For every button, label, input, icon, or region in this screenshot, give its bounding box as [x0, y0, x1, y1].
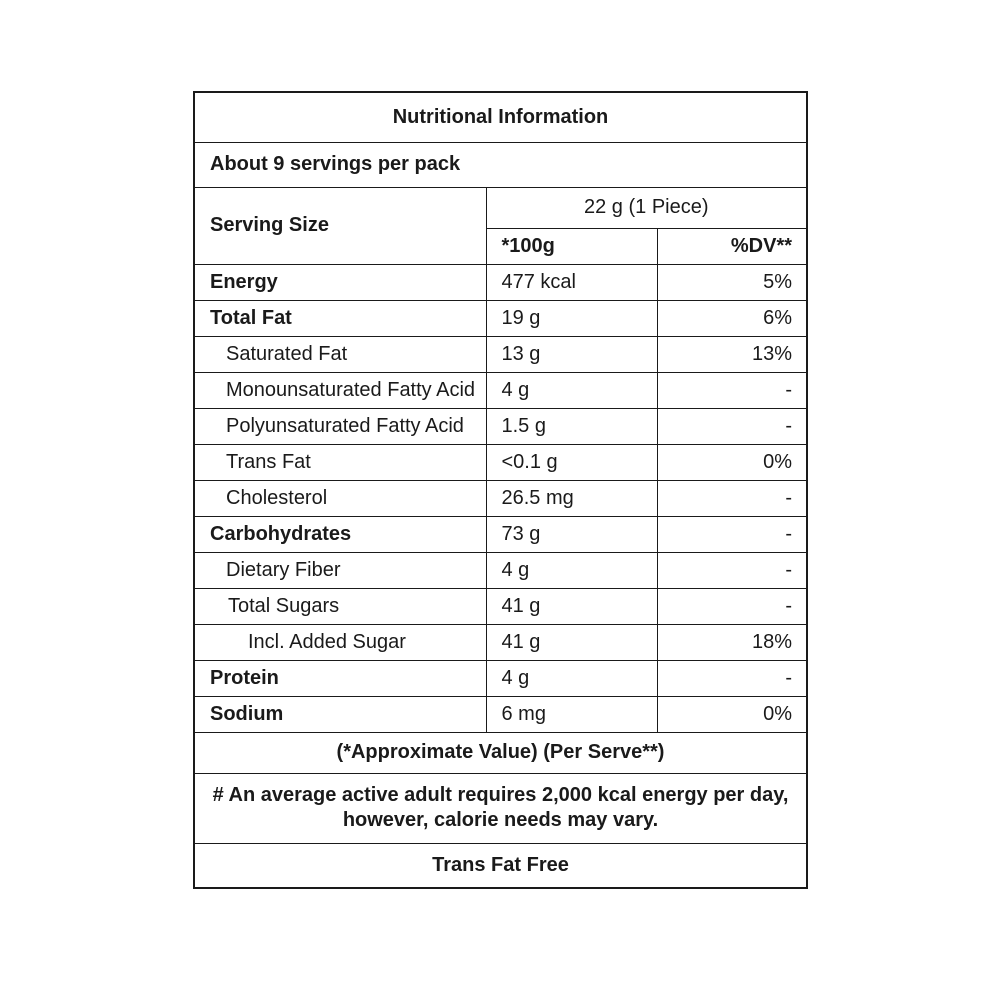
nutrient-row-sodium [195, 696, 806, 732]
nutrient-row-dietary-fiber [195, 552, 806, 588]
column-header-dv: %DV** [657, 228, 806, 264]
nutrient-amount: 41 g [486, 624, 657, 660]
nutrient-name: Monounsaturated Fatty Acid [195, 372, 486, 408]
footer-row [195, 843, 806, 887]
nutrient-dv: - [657, 660, 806, 696]
nutrient-name: Total Fat [195, 300, 486, 336]
nutrient-name: Dietary Fiber [195, 552, 486, 588]
panel-title: Nutritional Information [195, 93, 806, 142]
nutrient-name: Polyunsaturated Fatty Acid [195, 408, 486, 444]
nutrient-dv: - [657, 552, 806, 588]
nutrient-name: Saturated Fat [195, 336, 486, 372]
nutrient-amount: 26.5 mg [486, 480, 657, 516]
nutrient-dv: 5% [657, 264, 806, 300]
nutrient-name: Sodium [195, 696, 486, 732]
nutrient-dv: 13% [657, 336, 806, 372]
nutrient-row-carbohydrates [195, 516, 806, 552]
nutrient-row-energy [195, 264, 806, 300]
nutrient-amount: <0.1 g [486, 444, 657, 480]
nutrient-dv: - [657, 516, 806, 552]
nutrient-amount: 73 g [486, 516, 657, 552]
column-header-per100: *100g [486, 228, 657, 264]
nutrient-amount: 1.5 g [486, 408, 657, 444]
servings-per-pack: About 9 servings per pack [195, 142, 806, 187]
nutrient-amount: 4 g [486, 660, 657, 696]
nutrient-name: Total Sugars [195, 588, 486, 624]
serving-size-row [195, 187, 806, 228]
nutrient-row-protein [195, 660, 806, 696]
trans-fat-free-label: Trans Fat Free [195, 843, 806, 887]
nutrient-name: Energy [195, 264, 486, 300]
nutrient-dv: - [657, 588, 806, 624]
nutrient-amount: 19 g [486, 300, 657, 336]
nutrient-dv: 18% [657, 624, 806, 660]
nutrient-row-pufa [195, 408, 806, 444]
energy-note-line-1: # An average active adult requires 2,000 kcal energy per day, [212, 784, 789, 806]
nutrient-amount: 41 g [486, 588, 657, 624]
nutrient-row-saturated-fat [195, 336, 806, 372]
energy-note [195, 773, 806, 843]
nutrient-dv: - [657, 408, 806, 444]
nutrient-amount: 477 kcal [486, 264, 657, 300]
nutrient-amount: 6 mg [486, 696, 657, 732]
nutrient-name: Carbohydrates [195, 516, 486, 552]
nutrient-dv: 6% [657, 300, 806, 336]
nutrient-amount: 4 g [486, 552, 657, 588]
serving-size-value: 22 g (1 Piece) [486, 187, 806, 228]
energy-note-row [195, 773, 806, 843]
nutrient-row-added-sugar [195, 624, 806, 660]
nutrient-row-trans-fat [195, 444, 806, 480]
nutrition-panel [193, 91, 808, 889]
nutrient-dv: - [657, 372, 806, 408]
nutrient-name: Protein [195, 660, 486, 696]
nutrient-row-mufa [195, 372, 806, 408]
serving-size-label: Serving Size [195, 187, 486, 264]
nutrient-row-cholesterol [195, 480, 806, 516]
title-row [195, 93, 806, 142]
nutrient-name: Cholesterol [195, 480, 486, 516]
nutrient-amount: 4 g [486, 372, 657, 408]
nutrient-dv: 0% [657, 444, 806, 480]
nutrient-name: Trans Fat [195, 444, 486, 480]
approx-row [195, 732, 806, 773]
energy-note-line-2: however, calorie needs may vary. [342, 809, 659, 831]
nutrient-dv: - [657, 480, 806, 516]
nutrient-dv: 0% [657, 696, 806, 732]
nutrient-amount: 13 g [486, 336, 657, 372]
nutrition-table [195, 93, 806, 887]
nutrient-row-total-fat [195, 300, 806, 336]
servings-row [195, 142, 806, 187]
approx-note: (*Approximate Value) (Per Serve**) [195, 732, 806, 773]
nutrient-row-total-sugars [195, 588, 806, 624]
nutrient-name: Incl. Added Sugar [195, 624, 486, 660]
